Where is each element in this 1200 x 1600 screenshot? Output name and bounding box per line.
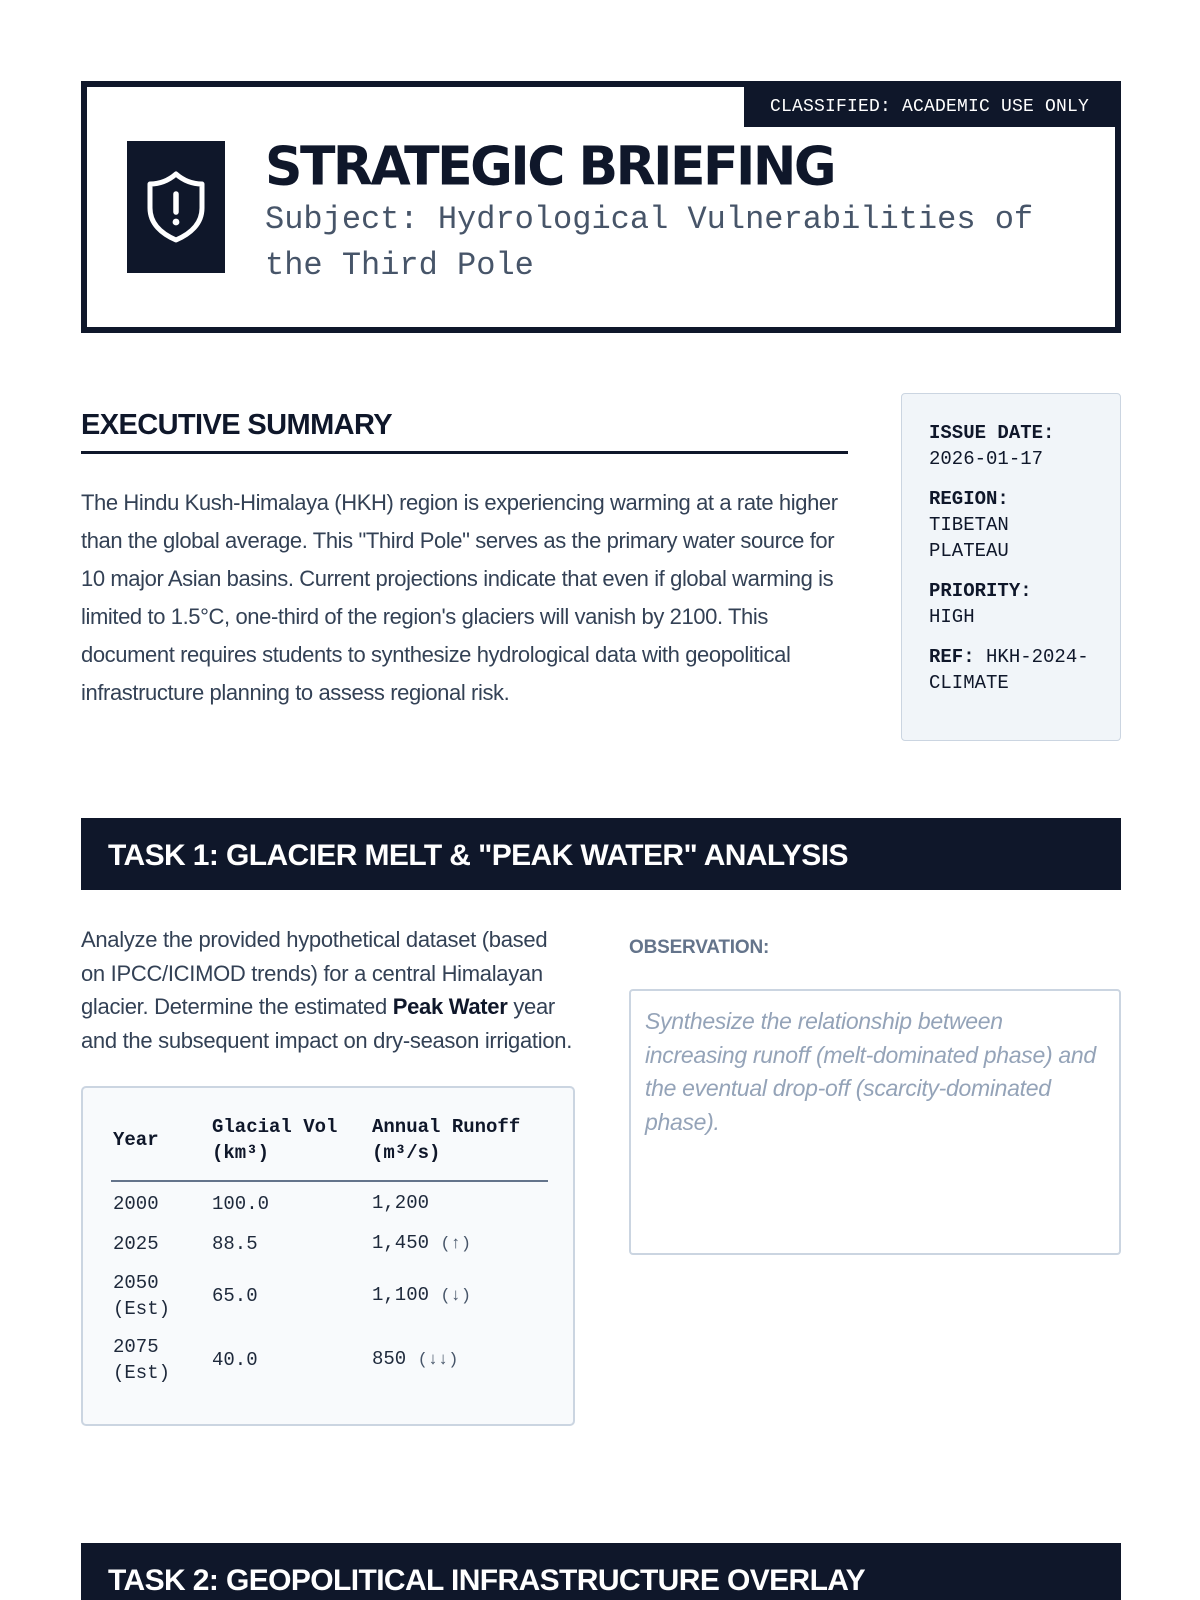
runoff-value: 850	[372, 1348, 407, 1370]
cell-year: 2025	[113, 1233, 159, 1255]
meta-priority	[929, 578, 1120, 630]
cell-runoff	[370, 1329, 548, 1393]
trend-up-icon: (↑)	[440, 1235, 472, 1254]
meta-value: HIGH	[929, 606, 975, 628]
intro-text-end: year and the subsequent impact on dry-season irrigation.	[81, 994, 573, 1053]
trend-double-down-icon: (↓↓)	[417, 1351, 459, 1370]
task2-heading: TASK 2: GEOPOLITICAL INFRASTRUCTURE OVERLAY	[81, 1543, 1121, 1600]
header-year: Year	[111, 1114, 210, 1181]
page-title: STRATEGIC BRIEFING	[265, 136, 835, 198]
cell-volume: 40.0	[212, 1349, 258, 1371]
table-header-row	[111, 1114, 548, 1181]
classification-badge: CLASSIFIED: ACADEMIC USE ONLY	[744, 87, 1115, 127]
summary-heading: EXECUTIVE SUMMARY	[81, 401, 848, 454]
observation-placeholder: Synthesize the relationship between increasing runoff (melt-dominated phase) and the eventual drop-off (scarcity-dominated phase).	[645, 1008, 1096, 1135]
glacier-data-table-card	[81, 1086, 575, 1426]
table-row	[111, 1329, 548, 1393]
meta-value: 2026-01-17	[929, 448, 1044, 470]
cell-runoff	[370, 1265, 548, 1329]
runoff-value: 1,200	[372, 1192, 430, 1214]
task1-left-column	[81, 923, 575, 1426]
summary-main	[81, 401, 848, 712]
glacier-data-table	[111, 1114, 548, 1393]
year-label: 2075 (Est)	[113, 1336, 171, 1384]
cell-runoff	[370, 1225, 548, 1265]
observation-input[interactable]	[629, 989, 1121, 1255]
meta-value: HKH-2024-CLIMATE	[929, 646, 1089, 694]
cell-volume: 88.5	[212, 1233, 258, 1255]
task1-instructions	[81, 923, 575, 1057]
summary-body: The Hindu Kush-Himalaya (HKH) region is experiencing warming at a rate higher than the global average. This "Third Pole" serves as the primary water source for 10 major Asian basins. Current projections indicate that even if global warming is limited to 1.5°C, one-third of the region's glaciers will vanish by 2100. This document requires students to synthesize hydrological data with geopolitical infrastructure planning to assess regional risk.	[81, 490, 838, 705]
runoff-value: 1,450	[372, 1232, 430, 1254]
cell-year	[111, 1329, 210, 1393]
header-annual-runoff: Annual Runoff (m³/s)	[370, 1114, 548, 1181]
meta-label: REGION:	[929, 488, 1009, 510]
meta-region	[929, 486, 1120, 564]
runoff-value: 1,100	[372, 1284, 430, 1306]
cell-volume: 100.0	[212, 1193, 270, 1215]
meta-label: REF:	[929, 646, 975, 668]
header-glacial-volume: Glacial Vol (km³)	[210, 1114, 370, 1181]
meta-ref	[929, 644, 1089, 696]
cell-runoff	[370, 1181, 548, 1225]
observation-label: OBSERVATION:	[629, 937, 770, 958]
table-row	[111, 1265, 548, 1329]
subject-line: Subject: Hydrological Vulnerabilities of the Third Pole	[265, 201, 1034, 284]
trend-down-icon: (↓)	[440, 1287, 472, 1306]
shield-alert-icon	[145, 170, 207, 244]
meta-label: ISSUE DATE:	[929, 422, 1055, 444]
briefing-page	[81, 81, 1121, 1597]
task1-heading: TASK 1: GLACIER MELT & "PEAK WATER" ANALYSIS	[81, 818, 1121, 890]
shield-badge	[127, 141, 225, 273]
meta-issue-date	[929, 420, 1120, 472]
table-row	[111, 1181, 548, 1225]
cell-year	[111, 1265, 210, 1329]
cell-year: 2000	[113, 1193, 159, 1215]
cell-volume: 65.0	[212, 1285, 258, 1307]
header-card	[81, 81, 1121, 333]
peak-water-emphasis: Peak Water	[392, 994, 508, 1019]
meta-label: PRIORITY:	[929, 580, 1032, 602]
metadata-card	[901, 393, 1121, 741]
meta-value: TIBETAN PLATEAU	[929, 514, 1009, 562]
table-row	[111, 1225, 548, 1265]
task1-right-column	[629, 923, 1121, 1255]
intro-text: Analyze the provided hypothetical dataset (based on IPCC/ICIMOD trends) for a central Himalayan glacier. Determine the estimated	[81, 927, 548, 1019]
year-label: 2050 (Est)	[113, 1272, 171, 1320]
